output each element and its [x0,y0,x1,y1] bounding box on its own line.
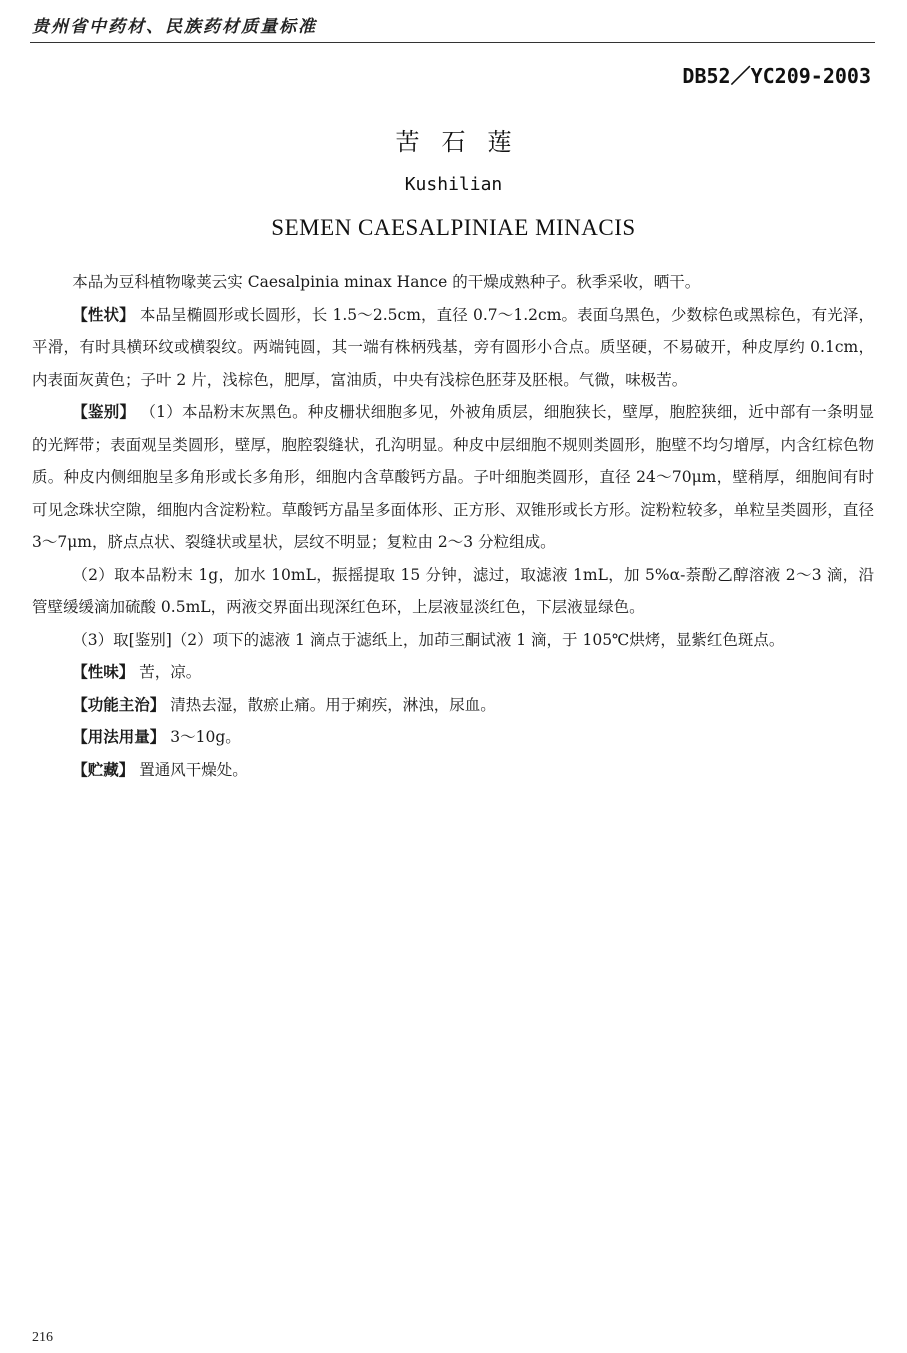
storage-label: 【贮藏】 [72,760,135,779]
functions-label: 【功能主治】 [72,695,166,714]
description-text: 本品呈椭圆形或长圆形，长 1.5～2.5cm，直径 0.7～1.2cm。表面乌黑色，少数棕色或黑棕色，有光泽，平滑，有时具横环纹或横裂纹。两端钝圆，其一端有株柄残基，旁有圆形小合点。质坚硬，不易破开，种皮厚约 0.1cm，内表面灰黄色；子叶 2 片，浅棕色，肥厚，富油质，中央有浅棕色胚芽及胚根。气微，味极苦。 [32,305,874,389]
running-header: 贵州省中药材、民族药材质量标准 [32,17,317,37]
monograph-title: 苦石莲 [395,128,534,156]
dosage-label: 【用法用量】 [72,728,166,746]
storage-text: 置通风干燥处。 [134,760,248,779]
identification-item-2: （2）取本品粉末 1g，加水 10mL，振摇提取 15 分钟，滤过，取滤液 1mL，加 5%α-萘酚乙醇溶液 2～3 滴，沿管壁缓缓滴加硫酸 0.5mL，两液交界面出现深红色环，上层液显淡红色，下层液显绿色。 [32,565,874,616]
identification-item-1: （1）本品粉末灰黑色。种皮栅状细胞多见，外被角质层，细胞狭长，壁厚，胞腔狭细，近中部有一条明显的光辉带；表面观呈类圆形，壁厚，胞腔裂缝状，孔沟明显。种皮中层细胞不规则类圆形，胞壁不均匀增厚，内含红棕色物质。种皮内侧细胞呈多角形或长多角形，细胞内含草酸钙方晶。子叶细胞类圆形，直径 24～70μm，壁稍厚，细胞间有时可见念珠状空隙，细胞内含淀粉粒。草酸钙方晶呈多面体形、正方形、双锥形或长方形。淀粉粒较多，单粒呈类圆形，直径 3～7μm，脐点点状、裂缝状或星状，层纹不明显；复粒由 2～3 分粒组成。 [32,403,874,551]
storage-section [32,754,874,787]
nature-flavor-label: 【性味】 [72,663,135,681]
monograph-pinyin: Kushilian [404,174,503,195]
identification-item-3: （3）取[鉴别]（2）项下的滤液 1 滴点于滤纸上，加茚三酮试液 1 滴，于 105℃烘烤，显紫红色斑点。 [72,630,785,649]
page-number: 216 [32,1330,53,1345]
standard-code: DB52／YC209-2003 [682,64,871,88]
dosage-text: 3～10g。 [165,728,241,746]
dosage-section [32,721,874,754]
source-paragraph: 本品为豆科植物喙荚云实 Caesalpinia minax Hance 的干燥成熟种子。秋季采收，晒干。 [72,273,701,291]
monograph-latin-name: SEMEN CAESALPINIAE MINACIS [271,215,636,240]
nature-flavor-text: 苦，凉。 [134,663,202,681]
nature-flavor-section [32,656,874,689]
functions-text: 清热去湿，散瘀止痛。用于痢疾，淋浊，尿血。 [165,695,496,714]
identification-section [32,396,874,559]
identification-label: 【鉴别】 [72,403,136,421]
functions-section [32,689,874,722]
description-label: 【性状】 [72,305,135,324]
header-rule [30,42,875,43]
monograph-body [32,266,874,786]
description-section [32,299,874,397]
